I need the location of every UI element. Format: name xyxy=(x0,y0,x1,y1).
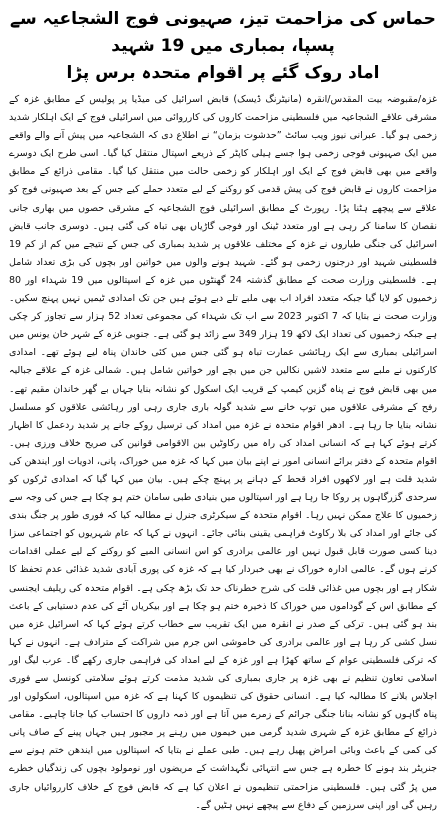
headline-line-2: اماد روک گئے پر اقوام متحدہ برس پڑا xyxy=(66,63,380,83)
headline-line-1: حماس کی مزاحمت تیز، صہیونی فوج الشجاعیہ سے پسپا، بمباری میں 19 شہید xyxy=(10,9,436,56)
headline xyxy=(9,6,437,87)
article-body: غزہ/مقبوضہ بیت المقدس/انقرہ (مانیٹرنگ ڈیسک) قابض اسرائیل کی میڈیا پر پولیس کے مطابق غزہ کے مشرقی علاقے الشجاعیہ میں فلسطینی مزاحمت کاروں کی کارروائی میں اسرائیلی فوج کے ایک اہلکار شدید زخمی ہو گیا۔ عبرانی نیوز ویب سائٹ ”حدشوت بزمان“ نے اطلاع دی کہ الشجاعیہ میں پیش آنے والے واقعے میں ایک صہیونی فوجی زخمی ہوا جسے ہیلی کاپٹر کے ذریعے اسپتال منتقل کیا گیا۔ اسی طرح ایک دوسرے واقعے میں بھی قابض فوج کے ایک اور اہلکار کو زخمی حالت میں منتقل کیا گیا۔ مقامی ذرائع کے مطابق مزاحمت کاروں نے قابض فوج کی پیش قدمی کو روکنے کے لیے متعدد حملے کیے جس کے بعد صہیونی فوج کو علاقے سے پیچھے ہٹنا پڑا۔ رپورٹ کے مطابق اسرائیلی فوج الشجاعیہ کے مشرقی حصوں میں بھاری جانی نقصان کا سامنا کر رہی ہے اور متعدد ٹینک اور فوجی گاڑیاں بھی تباہ کی گئی ہیں۔ دوسری جانب قابض اسرائیل کی جنگی طیاروں نے غزہ کے مختلف علاقوں پر شدید بمباری کی جس کے نتیجے میں کم از کم 19 فلسطینی شہید اور درجنوں زخمی ہو گئے۔ شہید ہونے والوں میں خواتین اور بچوں کی بڑی تعداد شامل ہے۔ فلسطینی وزارت صحت کے مطابق گذشتہ 24 گھنٹوں میں غزہ کے اسپتالوں میں 19 شہداء اور 80 زخمیوں کو لایا گیا جبکہ متعدد افراد اب بھی ملبے تلے دبے ہوئے ہیں جن تک امدادی ٹیمیں نہیں پہنچ سکیں۔ وزارت صحت نے بتایا کہ 7 اکتوبر 2023 سے اب تک شہداء کی مجموعی تعداد 52 ہزار سے تجاوز کر چکی ہے جبکہ زخمیوں کی تعداد ایک لاکھ 19 ہزار 349 سے زائد ہو گئی ہے۔ جنوبی غزہ کے شہر خان یونس میں اسرائیلی بمباری سے ایک رہائشی عمارت تباہ ہو گئی جس میں کئی خاندان پناہ لیے ہوئے تھے۔ امدادی کارکنوں نے ملبے سے متعدد لاشیں نکالیں جن میں بچے اور خواتین شامل ہیں۔ شمالی غزہ کے علاقے جبالیہ میں بھی قابض فوج نے پناہ گزین کیمپ کے قریب ایک اسکول کو نشانہ بنایا جہاں بے گھر خاندان مقیم تھے۔ رفح کے مشرقی علاقوں میں توپ خانے سے شدید گولہ باری جاری رہی اور رہائشی علاقوں کو مسلسل نشانہ بنایا جا رہا ہے۔ ادھر اقوام متحدہ نے غزہ میں امداد کی ترسیل روکے جانے پر شدید ردعمل کا اظہار کرتے ہوئے کہا ہے کہ انسانی امداد کی راہ میں رکاوٹیں بین الاقوامی قوانین کی صریح خلاف ورزی ہیں۔ اقوام متحدہ کے دفتر برائے انسانی امور نے اپنے بیان میں کہا کہ غزہ میں خوراک، پانی، ادویات اور ایندھن کی شدید قلت ہے اور لاکھوں افراد قحط کے دہانے پر پہنچ چکے ہیں۔ بیان میں کہا گیا کہ امدادی ٹرکوں کو سرحدی گزرگاہوں پر روکا جا رہا ہے اور اسپتالوں میں بنیادی طبی سامان ختم ہو چکا ہے جس کی وجہ سے زخمیوں کا علاج ممکن نہیں رہا۔ اقوام متحدہ کے سیکرٹری جنرل نے مطالبہ کیا کہ فوری طور پر جنگ بندی کی جائے اور امداد کی بلا رکاوٹ فراہمی یقینی بنائی جائے۔ انہوں نے کہا کہ عام شہریوں کو اجتماعی سزا دینا کسی صورت قابل قبول نہیں اور عالمی برادری کو اس انسانی المیے کو روکنے کے لیے عملی اقدامات کرنے ہوں گے۔ عالمی ادارہ خوراک نے بھی خبردار کیا ہے کہ غزہ کی پوری آبادی شدید غذائی عدم تحفظ کا شکار ہے اور بچوں میں غذائی قلت کی شرح خطرناک حد تک بڑھ چکی ہے۔ اقوام متحدہ کی ریلیف ایجنسی کے مطابق اس کے گوداموں میں خوراک کا ذخیرہ ختم ہو چکا ہے اور بیکریاں آٹے کی عدم دستیابی کے باعث بند ہو گئی ہیں۔ ترکی کے صدر نے انقرہ میں ایک تقریب سے خطاب کرتے ہوئے کہا کہ اسرائیل غزہ میں نسل کشی کر رہا ہے اور عالمی برادری کی خاموشی اس جرم میں شراکت کے مترادف ہے۔ انہوں نے کہا کہ ترکی فلسطینی عوام کے ساتھ کھڑا ہے اور غزہ کے لیے امداد کی فراہمی جاری رکھے گا۔ عرب لیگ اور اسلامی تعاون تنظیم نے بھی غزہ پر جاری بمباری کی شدید مذمت کرتے ہوئے سلامتی کونسل سے فوری اجلاس بلانے کا مطالبہ کیا ہے۔ انسانی حقوق کی تنظیموں کا کہنا ہے کہ غزہ میں اسپتالوں، اسکولوں اور پناہ گاہوں کو نشانہ بنانا جنگی جرائم کے زمرے میں آتا ہے اور ذمہ داروں کا احتساب کیا جانا چاہیے۔ مقامی ذرائع کے مطابق غزہ کے شہری شدید گرمی میں خیموں میں رہنے پر مجبور ہیں جہاں پینے کے صاف پانی کی کمی کے باعث وبائی امراض پھیل رہے ہیں۔ طبی عملے نے بتایا کہ اسپتالوں میں ایندھن ختم ہونے سے جنریٹر بند ہونے کا خطرہ ہے جس سے انتہائی نگہداشت کے مریضوں اور نومولود بچوں کی زندگیاں خطرے میں پڑ گئی ہیں۔ فلسطینی مزاحمتی تنظیموں نے اعلان کیا ہے کہ قابض فوج کے خلاف کارروائیاں جاری رہیں گی اور اپنی سرزمین کے دفاع سے پیچھے نہیں ہٹیں گے۔ xyxy=(9,94,438,811)
